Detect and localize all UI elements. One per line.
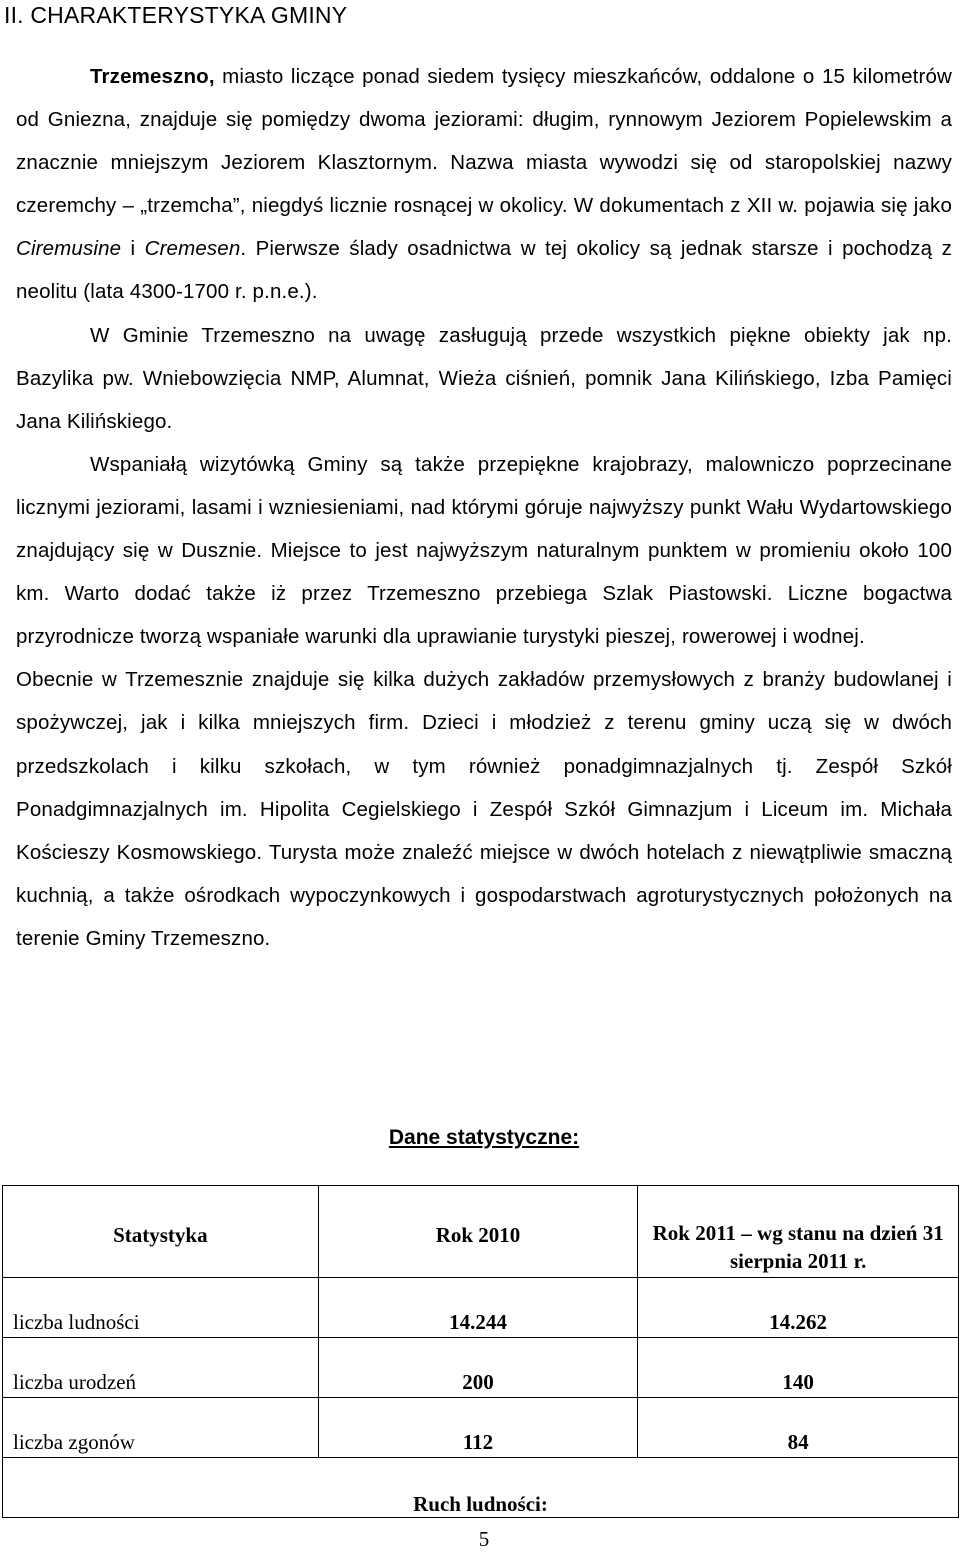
- value-2010: 200: [318, 1338, 638, 1398]
- table-row: [3, 1398, 959, 1458]
- value-2011: 14.262: [638, 1278, 959, 1338]
- paragraph-text: . Pierwsze ślady osadnictwa w tej okolicy są jednak starsze i pochodzą z neolitu (lata 4300-1700 r. p.n.e.).: [16, 237, 952, 304]
- header-statistic: Statystyka: [3, 1186, 319, 1278]
- row-label: liczba urodzeń: [3, 1338, 319, 1398]
- table-row: [3, 1278, 959, 1338]
- table-subheading: Ruch ludności:: [3, 1458, 959, 1518]
- historic-name-1: Ciremusine: [16, 237, 122, 261]
- value-2010: 14.244: [318, 1278, 638, 1338]
- lead-town-name: Trzemeszno,: [90, 65, 215, 88]
- value-2011: 84: [638, 1398, 959, 1458]
- historic-name-2: Cremesen: [144, 237, 241, 261]
- row-label: liczba ludności: [3, 1278, 319, 1338]
- section-heading: II. CHARAKTERYSTYKA GMINY: [4, 2, 348, 28]
- paragraph-history: [16, 55, 952, 314]
- stats-title: Dane statystyczne:: [388, 1126, 580, 1149]
- table-header-row: [3, 1186, 959, 1278]
- paragraph-landmarks: W Gminie Trzemeszno na uwagę zasługują przede wszystkich piękne obiekty jak np. Bazylika pw. Wniebowzięcia NMP, Alumnat, Wieża ciśnień, pomnik Jana Kilińskiego, Izba Pamięci Jana Kilińskiego.: [16, 323, 952, 433]
- paragraph-economy: Obecnie w Trzemesznie znajduje się kilka dużych zakładów przemysłowych z branży budowlanej i spożywczej, jak i kilka mniejszych firm. Dzieci i młodzież z terenu gminy uczą się w dwóch przedszkolach i kilku szkołach, w tym również ponadgimnazjalnych tj. Zespół Szkół Ponadgimnazjalnych im. Hipolita Cegielskiego i Zespół Szkół Gimnazjum i Liceum im. Michała Kościeszy Kosmowskiego. Turysta może znaleźć miejsce w dwóch hotelach z niewątpliwie smaczną kuchnią, a także ośrodkach wypoczynkowych i gospodarstwach agroturystycznych położonych na terenie Gminy Trzemeszno.: [16, 668, 952, 950]
- value-2011: 140: [638, 1338, 959, 1398]
- body-text: [16, 55, 952, 960]
- value-2010: 112: [318, 1398, 638, 1458]
- page-number: 5: [478, 1527, 490, 1551]
- header-year-2011: Rok 2011 – wg stanu na dzień 31 sierpnia 2011 r.: [638, 1186, 959, 1278]
- stats-table: [2, 1185, 959, 1518]
- paragraph-text: miasto liczące ponad siedem tysięcy mieszkańców, oddalone o 15 kilometrów od Gniezna, znajduje się pomiędzy dwoma jeziorami: długim, rynnowym Jeziorem Popielewskim a znacznie mniejszym Jeziorem Klasztornym. Nazwa miasta wywodzi się od staropolskiej nazwy czeremchy – „trzemcha”, niegdyś licznie rosnącej w okolicy. W dokumentach z XII w. pojawia się jako: [16, 65, 952, 218]
- row-label: liczba zgonów: [3, 1398, 319, 1458]
- header-year-2010: Rok 2010: [318, 1186, 638, 1278]
- paragraph-text: i: [121, 237, 145, 261]
- table-subheading-row: [3, 1458, 959, 1518]
- table-row: [3, 1338, 959, 1398]
- paragraph-landscape: Wspaniałą wizytówką Gminy są także przepiękne krajobrazy, malowniczo poprzecinane licznymi jeziorami, lasami i wzniesieniami, nad którymi góruje najwyższy punkt Wału Wydartowskiego znajdujący się w Dusznie. Miejsce to jest najwyższym naturalnym punktem w promieniu około 100 km. Warto dodać także iż przez Trzemeszno przebiega Szlak Piastowski. Liczne bogactwa przyrodnicze tworzą wspaniałe warunki dla uprawianie turystyki pieszej, rowerowej i wodnej.: [16, 452, 952, 649]
